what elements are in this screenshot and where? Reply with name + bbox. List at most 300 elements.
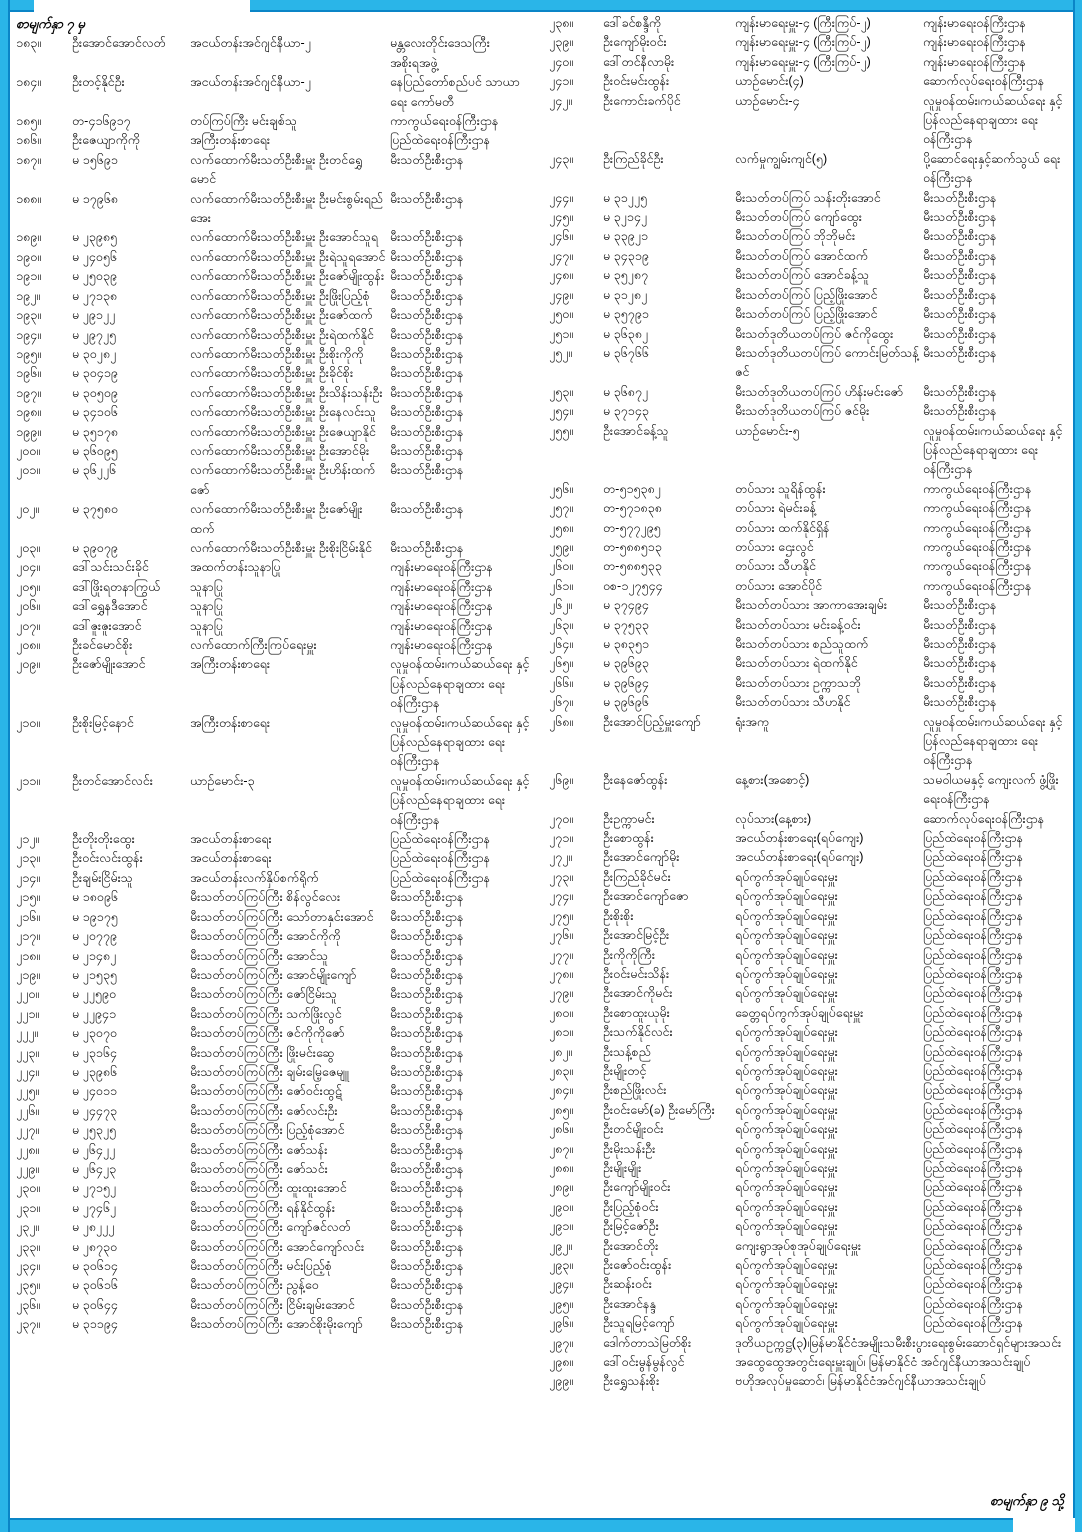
row-serial-number: ၂၆၀။ (549, 559, 573, 574)
row-serial-number: ၂၆၄။ (549, 637, 573, 651)
row-serial-number: ၂၂၄။ (16, 1064, 40, 1079)
position-title: ရုံးအကူ (735, 714, 770, 729)
person-name: မ ၃၉၆၉၃ (603, 656, 649, 671)
row-serial-number: ၂၇၁။ (549, 831, 573, 846)
row-serial-number: ၂၈၉။ (549, 1180, 574, 1195)
department-name: ပြည်ထဲရေးဝန်ကြီးဌာန (923, 1258, 1024, 1272)
position-title: သူနာပြု (190, 599, 223, 614)
position-title: ရပ်ကွက်အုပ်ချုပ်ရေးမှူး (735, 1316, 838, 1331)
person-name: မ ၂၉၁၂၂ (72, 308, 116, 323)
position-title: ယာဉ်မောင်း-၄ (735, 93, 800, 108)
position-title: လက်ထောက်ကြီးကြပ်ရေးမှူး (190, 638, 317, 652)
person-name: ဦးချမ်းငြိမ်းသူ (72, 870, 133, 885)
person-name: ဒေါ်ဖြိုးရတနာကြွယ် (72, 579, 161, 594)
position-title: လက်ထောက်မီးသတ်ဦးစီးမှူး ဦးဇော်ထက် (190, 308, 373, 323)
position-title: ရပ်ကွက်အုပ်ချုပ်ရေးမှူး (735, 1083, 838, 1098)
position-title: အငယ်တန်းအင်ဂျင်နီယာ-၂ (190, 75, 311, 90)
row-serial-number: ၂၅၅။ (549, 423, 573, 438)
position-title: မီးသတ်တပ်ကြပ်ကြီး ဇော်ငြိမ်းသူ (190, 987, 338, 1002)
position-title: လက်ထောက်မီးသတ်ဦးစီးမှူး ဦးဖြိုးပြည့်စုံ (190, 288, 370, 303)
department-name: မီးသတ်ဦးစီးဌာန (390, 948, 464, 963)
position-title: ရပ်ကွက်အုပ်ချုပ်ရေးမှူး (735, 1219, 838, 1234)
department-name: ကာကွယ်ရေးဝန်ကြီးဌာန (923, 520, 1032, 535)
row-serial-number: ၂၁၀။ (16, 715, 40, 730)
person-name: မ ၃၉၀၇၉ (72, 540, 118, 555)
position-title: အငယ်တန်းစာရေး (190, 851, 272, 866)
row-serial-number: ၂၅၄။ (549, 404, 573, 419)
row-serial-number: ၂၂၀။ (16, 987, 40, 1002)
person-name: ဦးအောင်ကျော်မိုး (603, 850, 680, 865)
person-name: မ ၃၆၃၈၂ (603, 326, 648, 341)
position-title: လက်ထောက်မီးသတ်ဦးစီးမှူး ဦးစိုးငြိမ်းနိုင် (190, 540, 372, 555)
department-name: မီးသတ်ဦးစီးဌာန (390, 502, 464, 517)
department-name: လူမှုဝန်ထမ်း၊ကယ်ဆယ်ရေး နှင့် ပြန်လည်နေရာချထား ရေးဝန်ကြီးဌာန (923, 423, 1063, 477)
department-name: သမဝါယမနှင့် ကျေးလက် ဖွံ့ဖြိုးရေးဝန်ကြီးဌာန (923, 772, 1059, 807)
department-name: ကျန်းမာရေးဝန်ကြီးဌာန (923, 54, 1026, 69)
department-name: မီးသတ်ဦးစီးဌာန (390, 929, 464, 944)
row-serial-number: ၂၄၅။ (549, 210, 573, 225)
department-name: မီးသတ်ဦးစီးဌာန (923, 287, 997, 302)
position-title: မီးသတ်တပ်ကြပ်ကြီး အောင်ကိုကို (190, 929, 341, 944)
position-title: မီးသတ်ဒုတိယတပ်ကြပ် ဟိန်းမင်းဇော် (735, 384, 904, 399)
person-name: ဦးအောင်ကိုမင်း (603, 986, 673, 1001)
position-title: မီးသတ်ဒုတိယတပ်ကြပ် ကောင်းမြတ်သန့်ဇင် (735, 345, 919, 380)
person-name: ဦးအောင်မြင့်ဦး (603, 928, 670, 943)
row-serial-number: ၂၂၉။ (16, 1161, 40, 1176)
position-title: မီးသတ်ဒုတိယတပ်ကြပ် ဇင်မိုး (735, 404, 870, 419)
position-title: ရပ်ကွက်အုပ်ချုပ်ရေးမှူး (735, 1025, 838, 1040)
department-name: နေပြည်တော်စည်ပင် သာယာရေး ကော်မတီ (390, 75, 520, 109)
row-serial-number: ၂၇၃။ (549, 869, 573, 884)
person-name: ဦးဝင်းလင်းထွန်း (72, 851, 143, 866)
position-title: ရပ်ကွက်အုပ်ချုပ်ရေးမှူး (735, 1277, 838, 1292)
department-name: မီးသတ်ဦးစီးဌာန (923, 326, 997, 341)
person-name: မ ၂၃၉၈၆ (72, 1064, 117, 1079)
person-name: မ ၂၄၄၇၃ (72, 1103, 117, 1118)
department-name: မီးသတ်ဦးစီးဌာန (390, 967, 464, 982)
page-border-left (0, 0, 10, 1532)
row-serial-number: ၂၈၀။ (549, 1005, 574, 1020)
position-title: အထက်တန်းသူနာပြု (190, 560, 281, 575)
department-name: ကာကွယ်ရေးဝန်ကြီးဌာန (923, 559, 1032, 574)
person-name: မ ၃၅၁၇၈ (72, 424, 118, 439)
person-name: မ ၂၇၁၅၂ (72, 1181, 116, 1196)
person-name: ဒေါ်ခင်စန္ဒီကို (603, 16, 662, 30)
person-name: မ ၂၇၁၃၈ (72, 288, 117, 303)
row-serial-number: ၂၁၅။ (16, 890, 40, 905)
person-name: မ ၃၀၂၈၂ (72, 346, 117, 361)
person-name: မ ၃၁၂၈၂ (603, 287, 648, 302)
row-serial-number: ၂၅၂။ (549, 345, 573, 360)
person-name: မ ၂၆၄၂၃ (72, 1161, 116, 1176)
person-name: မ ၂၉၇၂၅ (72, 327, 116, 342)
row-serial-number: ၂၅၁။ (549, 326, 573, 341)
department-name: လူမှုဝန်ထမ်း၊ကယ်ဆယ်ရေး နှင့် ပြန်လည်နေရာချထား ရေးဝန်ကြီးဌာန (390, 657, 530, 711)
person-name: တ-၅၈၈၅၁၃ (603, 539, 662, 554)
row-serial-number: ၂၃၂။ (16, 1220, 40, 1235)
row-serial-number: ၂၁၁။ (16, 773, 40, 788)
row-serial-number: ၂၇၀။ (549, 811, 573, 826)
position-title: အကြီးတန်းစာရေး (190, 657, 271, 672)
row-serial-number: ၂၀၀။ (16, 443, 40, 458)
position-title: မီးသတ်တပ်သား အာကာအေးချမ်း (735, 598, 887, 613)
person-name: ဦးသူရမြင့်ကျော် (603, 1316, 675, 1331)
department-name: မီးသတ်ဦးစီးဌာန (390, 366, 464, 381)
row-serial-number: ၂၉၇။ (549, 1335, 573, 1350)
person-name: ဦးစိုးမြင့်နောင် (72, 715, 134, 730)
person-name: မ ၁၇၉၆၈ (72, 191, 118, 206)
position-title: အကြီးတန်းစာရေး (190, 133, 271, 148)
department-name: ကျန်းမာရေးဝန်ကြီးဌာန (923, 16, 1026, 30)
person-name: မ ၂၁၄၈၂ (72, 948, 117, 963)
person-name: ဦးဇော်မျိုးအောင် (72, 657, 146, 672)
person-name: မ ၃၆၂၂၆ (72, 463, 116, 478)
department-name: မီးသတ်ဦးစီးဌာန (390, 327, 464, 342)
department-name: မီးသတ်ဦးစီးဌာန (390, 308, 464, 323)
person-name: ဦးကြည်ခိုင်မင်း (603, 869, 671, 884)
person-name: ဦးကြည်ခိုင်ဦး (603, 151, 664, 166)
position-title: ရပ်ကွက်အုပ်ချုပ်ရေးမှူး (735, 986, 838, 1001)
position-title: မီးသတ်တပ်ကြပ်ကြီး သက်ဖြိုးလွင် (190, 1006, 342, 1021)
person-name: ဦးတင်မျိုးဝင်း (603, 1122, 664, 1137)
department-name: ပြည်ထဲရေးဝန်ကြီးဌာန (923, 1102, 1024, 1117)
department-name: ပြည်ထဲရေးဝန်ကြီးဌာန (923, 1180, 1024, 1195)
position-title: ရပ်ကွက်အုပ်ချုပ်ရေးမှူး (735, 1199, 838, 1214)
department-name: ကျန်းမာရေးဝန်ကြီးဌာန (923, 35, 1026, 50)
row-serial-number: ၂၆၅။ (549, 656, 573, 671)
position-title: လက်ထောက်မီးသတ်ဦးစီးမှူး ဦးဇေယျာနိုင် (190, 424, 376, 439)
row-serial-number: ၁၈၆။ (16, 133, 41, 148)
position-title: နေ့စား(အစောင့်) (735, 772, 810, 787)
position-title: ယာဉ်မောင်း(၄) (735, 74, 804, 89)
row-serial-number: ၂၈၃။ (549, 1063, 574, 1078)
department-name: ပြည်ထဲရေးဝန်ကြီးဌာန (923, 1199, 1024, 1214)
person-name: ဦးခင်မောင်စိုး (72, 638, 133, 652)
department-name: လူမှုဝန်ထမ်း၊ကယ်ဆယ်ရေး နှင့် ပြန်လည်နေရာချထား ရေးဝန်ကြီးဌာန (923, 714, 1063, 768)
position-title: မီးသတ်တပ်သား စည်သူထက် (735, 637, 869, 651)
row-serial-number: ၂၆၃။ (549, 617, 573, 632)
row-serial-number: ၂၁၆။ (16, 909, 40, 924)
row-serial-number: ၂၉၄။ (549, 1277, 573, 1292)
person-name: မ ၂၃၀၇၀ (72, 1026, 117, 1041)
row-serial-number: ၂၉၂။ (549, 1238, 573, 1253)
row-serial-number: ၂၉၈။ (549, 1355, 574, 1370)
position-title: လက်ထောက်မီးသတ်ဦးစီးမှူး ဦးဟိန်းထက်ဇော် (190, 463, 376, 497)
department-name: ပြည်ထဲရေးဝန်ကြီးဌာန (923, 1005, 1024, 1020)
person-name: ဦးပြည့်စုံဝင်း (603, 1199, 659, 1214)
person-name: ဦးသန့်စည် (603, 1044, 651, 1059)
position-title: လက်ထောက်မီးသတ်ဦးစီးမှူး ဦးနေလင်းသူ (190, 405, 377, 420)
person-name: ဦးစိုးစိုး (603, 908, 634, 923)
row-serial-number: ၁၉၉။ (16, 424, 41, 439)
position-title: ရပ်ကွက်အုပ်ချုပ်ရေးမှူး (735, 1258, 838, 1272)
row-serial-number: ၂၀၇။ (16, 618, 40, 633)
position-title: မီးသတ်တပ်ကြပ် သန်းတိုးအောင် (735, 190, 881, 205)
person-name: မ ၂၁၅၃၅ (72, 967, 117, 982)
department-name: မီးသတ်ဦးစီးဌာန (923, 404, 997, 419)
position-title: ရပ်ကွက်အုပ်ချုပ်ရေးမှူး (735, 1063, 838, 1078)
row-serial-number: ၂၈၂။ (549, 1044, 573, 1059)
department-name: လူမှုဝန်ထမ်း၊ကယ်ဆယ်ရေး နှင့် ပြန်လည်နေရာချထား ရေးဝန်ကြီးဌာန (923, 93, 1063, 147)
row-serial-number: ၂၁၂။ (16, 832, 40, 847)
position-title: လက်ထောက်မီးသတ်ဦးစီးမှူး ဦးအောင်မိုး (190, 443, 370, 458)
row-serial-number: ၂၆၆။ (549, 675, 573, 690)
row-serial-number: ၂၄၃။ (549, 151, 573, 166)
department-name: ကျန်းမာရေးဝန်ကြီးဌာန (390, 618, 493, 633)
department-name: မီးသတ်ဦးစီးဌာန (390, 1278, 464, 1293)
person-name: ဦးအောင်အောင်လတ် (72, 36, 166, 51)
position-title: မီးသတ်တပ်ကြပ်ကြီး ပြည့်စုံအောင် (190, 1123, 345, 1138)
person-name: ဦးသက်နိုင်လင်း (603, 1025, 673, 1040)
person-name: ဦးစည်ဖြိုးလင်း (603, 1083, 667, 1098)
department-name: မီးသတ်ဦးစီးဌာန (390, 1220, 464, 1235)
person-name: မ ၃၁၁၉၄ (72, 1317, 118, 1332)
department-name: မီးသတ်ဦးစီးဌာန (390, 1259, 464, 1273)
position-title: လက်ထောက်မီးသတ်ဦးစီးမှူး ဦးအောင်သူရ (190, 230, 379, 245)
row-serial-number: ၁၈၈။ (16, 191, 42, 206)
department-name: ပြည်ထဲရေးဝန်ကြီးဌာန (390, 133, 491, 148)
person-name: ဦးနေဇော်ထွန်း (603, 772, 668, 787)
row-serial-number: ၁၈၃။ (16, 36, 41, 51)
row-serial-number: ၂၅၀။ (549, 307, 573, 322)
department-name: ကာကွယ်ရေးဝန်ကြီးဌာန (923, 481, 1032, 496)
row-serial-number: ၂၀၅။ (16, 579, 40, 594)
position-title: တပ်သား သီဟနိုင် (735, 559, 816, 574)
department-name: မီးသတ်ဦးစီးဌာန (923, 248, 997, 263)
position-title: မီးသတ်တပ်ကြပ်ကြီး ထူးထူးအောင် (190, 1181, 347, 1196)
person-name: မ ၃၄၁၀၆ (72, 405, 118, 420)
position-title: ကျေးရွာအုပ်စုအုပ်ချုပ်ရေးမှူး (735, 1238, 862, 1253)
position-title: မီးသတ်တပ်သား ရဲထက်နိုင် (735, 656, 858, 671)
person-name: မ ၃၆၈၇၂ (603, 384, 648, 399)
row-serial-number: ၂၀၆။ (16, 599, 40, 614)
row-serial-number: ၂၉၆။ (549, 1316, 573, 1331)
department-name: မီးသတ်ဦးစီးဌာန (390, 191, 464, 206)
page-border-notch-bottom-right (1013, 1518, 1075, 1532)
department-name: ကျန်းမာရေးဝန်ကြီးဌာန (390, 638, 493, 652)
department-name: မီးသတ်ဦးစီးဌာန (390, 230, 464, 245)
position-title: လက်ထောက်မီးသတ်ဦးစီးမှူး ဦးစိုးကိုကို (190, 346, 364, 361)
position-title: မီးသတ်တပ်ကြပ်ကြီး ဇော်သင်း (190, 1161, 328, 1176)
position-title: အငယ်တန်းလက်နှိပ်စက်ရိုက် (190, 870, 319, 885)
person-name: ဦးအောင်တိုး (603, 1238, 659, 1253)
department-name: ကျန်းမာရေးဝန်ကြီးဌာန (390, 560, 493, 575)
position-title: ရပ်ကွက်အုပ်ချုပ်ရေးမှူး (735, 1141, 838, 1156)
department-name: မီးသတ်ဦးစီးဌာန (390, 540, 464, 555)
person-name: ဦးမျိုးတင့် (603, 1063, 647, 1078)
department-name: မီးသတ်ဦးစီးဌာန (390, 1181, 464, 1196)
position-title: မီးသတ်တပ်ကြပ်ကြီး အောင်ကျော်လင်း (190, 1239, 365, 1254)
row-serial-number: ၂၁၉။ (16, 967, 40, 982)
department-name: ဆောက်လုပ်ရေးဝန်ကြီးဌာန (923, 74, 1045, 89)
position-title: တပ်သား အောင်ပိုင် (735, 578, 823, 593)
row-serial-number: ၂၃၁။ (16, 1200, 40, 1215)
department-name: မီးသတ်ဦးစီးဌာန (390, 152, 464, 167)
department-name: မီးသတ်ဦးစီးဌာန (390, 1297, 464, 1312)
position-title: မီးသတ်တပ်ကြပ်ကြီး ဇော်လင်းဦး (190, 1103, 338, 1118)
row-serial-number: ၂၀၉။ (16, 657, 40, 672)
person-name: ဦးဝင်းမင်းသိန်း (603, 966, 670, 981)
position-title: မီးသတ်တပ်သား မင်းခန့်ဝင်း (735, 617, 861, 632)
person-name: ဒေါ်ဇူးဇူးအောင် (72, 618, 142, 633)
person-name: မ ၂၈၇၃၀ (72, 1239, 117, 1254)
row-serial-number: ၂၃၅။ (16, 1278, 40, 1293)
position-title: လုပ်သား(နေ့စား) (735, 811, 812, 826)
person-name: မ ၂၅၃၂၅ (72, 1123, 116, 1138)
person-name: တ-၅၇၇၂၉၅ (603, 520, 661, 535)
person-name: မ ၁၉၁၇၅ (72, 909, 118, 924)
person-name: မ ၂၈၂၂၂ (72, 1220, 115, 1235)
person-name: မ ၃၇၄၉၄ (603, 598, 649, 613)
row-serial-number: ၂၄၄။ (549, 190, 573, 205)
position-title: လက်ထောက်မီးသတ်ဦးစီးမှူး ဦးရဲသူရအောင် (190, 249, 386, 264)
row-serial-number: ၂၄၈။ (549, 268, 574, 283)
row-serial-number: ၂၆၁။ (549, 578, 573, 593)
position-title: မီးသတ်တပ်သား ဥက္ကာသဘို (735, 675, 862, 690)
person-name: ဦးမျိုးမျိုး (603, 1160, 642, 1175)
roster-column-left (16, 14, 540, 1335)
person-name: မ ၃၇၅၈၀ (72, 502, 118, 517)
row-serial-number: ၂၃၉။ (549, 35, 573, 50)
person-name: မ ၃၇၅၃၃ (603, 617, 649, 632)
row-serial-number: ၂၇၉။ (549, 986, 573, 1001)
department-name: ပြည်ထဲရေးဝန်ကြီးဌာန (923, 1219, 1024, 1234)
department-name: မီးသတ်ဦးစီးဌာန (923, 268, 997, 283)
person-name: ဦးအောင်ပြည့်မှူးကျော် (603, 714, 701, 729)
row-serial-number: ၁၉၄။ (16, 327, 41, 342)
row-serial-number: ၂၂၅။ (16, 1084, 40, 1099)
person-name: မ ၂၂၅၉၀ (72, 987, 116, 1002)
position-title: မီးသတ်တပ်ကြပ်ကြီး ဇင်ကိုကိုဇော် (190, 1026, 345, 1041)
position-title: ကျန်းမာရေးမှူး-၄ (ကြီးကြပ်-၂) (735, 16, 871, 30)
row-serial-number: ၂၄၀။ (549, 54, 573, 69)
position-title: ရပ်ကွက်အုပ်ချုပ်ရေးမှူး (735, 1160, 838, 1175)
person-name: မ ၃၃၉၂၁ (603, 229, 648, 244)
person-name: ဦးစောထူးယုမိုး (603, 1005, 670, 1020)
position-title: မီးသတ်တပ်ကြပ်ကြီး သော်တာနှင်းအောင် (190, 909, 374, 924)
position-title: မီးသတ်တပ်ကြပ်ကြီး ဖြိုးမင်းဆွေ (190, 1045, 335, 1060)
department-name: လူမှုဝန်ထမ်း၊ကယ်ဆယ်ရေး နှင့် ပြန်လည်နေရာချထား ရေးဝန်ကြီးဌာန (390, 773, 530, 827)
person-name: မ ၃၈၃၅၁ (603, 637, 649, 651)
person-name: မ ၃၅၇၉၁ (603, 307, 649, 322)
position-title: ခေတ္တရပ်ကွက်အုပ်ချုပ်ရေးမှူး (735, 1005, 864, 1020)
department-name: မီးသတ်ဦးစီးဌာန (923, 307, 997, 322)
department-name: မီးသတ်ဦးစီးဌာန (390, 987, 464, 1002)
person-name: ဒေါ်သင်းသင်းခိုင် (72, 560, 149, 575)
position-title: မီးသတ်တပ်ကြပ် အောင်ထက် (735, 248, 868, 263)
department-name: မီးသတ်ဦးစီးဌာန (390, 443, 464, 458)
position-title: မီးသတ်တပ်ကြပ် ကျော်ထွေး (735, 210, 862, 225)
position-title: တပ်သား ထက်နိုင်ရှိန် (735, 520, 830, 535)
person-name: ဦးမြင့်ဇော်ဦး (603, 1219, 659, 1234)
department-name: ပြည်ထဲရေးဝန်ကြီးဌာန (923, 1044, 1024, 1059)
position-title: တပ်သား ရဲမင်းခန့် (735, 501, 817, 516)
department-name: မီးသတ်ဦးစီးဌာန (923, 675, 997, 690)
department-name: မီးသတ်ဦးစီးဌာန (390, 249, 464, 264)
row-serial-number: ၂၃၈။ (549, 16, 574, 30)
person-name: မ ၂၃၁၆၄ (72, 1045, 117, 1060)
position-title: မီးသတ်တပ်သား သီဟနိုင် (735, 695, 851, 710)
person-name: ဦးဆန်းဝင်း (603, 1277, 652, 1292)
department-name: ကာကွယ်ရေးဝန်ကြီးဌာန (923, 539, 1032, 554)
department-name: ပြည်ထဲရေးဝန်ကြီးဌာန (923, 1122, 1024, 1137)
position-title: လက်ထောက်မီးသတ်ဦးစီးမှူး ဦးတင်ရွှေမောင် (190, 152, 363, 187)
person-name: မ ၁၅၆၉၁ (72, 152, 118, 167)
row-serial-number: ၂၂၂။ (16, 1026, 39, 1041)
person-name: မ ၃၉၆၉၄ (603, 675, 649, 690)
row-serial-number: ၂၉၁။ (549, 1219, 573, 1234)
roster-column-right (549, 14, 1071, 1392)
person-name: မ ၂၃၉၈၅ (72, 230, 117, 245)
position-title: မီးသတ်တပ်ကြပ်ကြီး အောင်မျိုးကျော် (190, 967, 357, 982)
department-name: မီးသတ်ဦးစီးဌာန (390, 1103, 464, 1118)
department-name: မီးသတ်ဦးစီးဌာန (390, 1142, 464, 1157)
person-name: မ ၃၆၀၉၅ (72, 443, 118, 458)
row-serial-number: ၂၅၈။ (549, 520, 574, 535)
position-title: ရပ်ကွက်အုပ်ချုပ်ရေးမှူး (735, 947, 838, 962)
position-title: လက်ထောက်မီးသတ်ဦးစီးမှူး ဦးခိုင်စိုး (190, 366, 354, 381)
position-title: ရပ်ကွက်အုပ်ချုပ်ရေးမှူး (735, 869, 838, 884)
row-serial-number: ၂၅၉။ (549, 539, 573, 554)
row-serial-number: ၁၉၈။ (16, 405, 41, 420)
department-name: မီးသတ်ဦးစီးဌာန (390, 346, 464, 361)
department-name: ပြည်ထဲရေးဝန်ကြီးဌာန (923, 1160, 1024, 1175)
continued-to-page-note: စာမျက်နှာ ၉ သို့ (989, 1493, 1064, 1508)
row-serial-number: ၁၉၁။ (16, 269, 41, 284)
department-name: ကျန်းမာရေးဝန်ကြီးဌာန (390, 579, 493, 594)
department-name: ပြည်ထဲရေးဝန်ကြီးဌာန (923, 850, 1024, 865)
department-name: ပြည်ထဲရေးဝန်ကြီးဌာန (923, 1296, 1024, 1311)
department-name: ပြည်ထဲရေးဝန်ကြီးဌာန (923, 966, 1024, 981)
position-title: ရပ်ကွက်အုပ်ချုပ်ရေးမှူး (735, 1044, 838, 1059)
position-title: မီးသတ်တပ်ကြပ်ကြီး အောင်စိုးမိုးကျော် (190, 1317, 363, 1332)
row-serial-number: ၂၇၂။ (549, 850, 573, 865)
position-title: မီးသတ်တပ်ကြပ်ကြီး မင်းပြည့်စုံ (190, 1259, 332, 1273)
position-title: လက်ထောက်မီးသတ်ဦးစီးမှူး ဦးမင်းစွမ်းရည်အေး (190, 191, 383, 226)
department-name: မီးသတ်ဦးစီးဌာန (390, 424, 464, 439)
row-serial-number: ၂၅၆။ (549, 481, 573, 496)
row-serial-number: ၁၉၀။ (16, 249, 41, 264)
position-title: ယာဉ်မောင်း-၃ (190, 773, 255, 788)
row-serial-number: ၂၈၅။ (549, 1102, 574, 1117)
position-title: မီးသတ်တပ်ကြပ် ဘိုဘိုမင်း (735, 229, 856, 244)
position-title: လက်ထောက်မီးသတ်ဦးစီးမှူး ဦးရဲထက်နိုင် (190, 327, 374, 342)
position-title: ရပ်ကွက်အုပ်ချုပ်ရေးမှူး (735, 928, 838, 943)
position-title: အကြီးတန်းစာရေး (190, 715, 271, 730)
row-serial-number: ၂၄၂။ (549, 93, 573, 108)
person-name: မ ၃၀၆၁၄ (72, 1259, 118, 1273)
person-name: မ ၃၀၅၀၉ (72, 385, 118, 400)
department-name: ပြည်ထဲရေးဝန်ကြီးဌာန (923, 1025, 1024, 1040)
row-serial-number: ၂၆၉။ (549, 772, 573, 787)
row-serial-number: ၂၇၄။ (549, 889, 573, 904)
row-serial-number: ၂၆၇။ (549, 695, 573, 710)
row-serial-number: ၁၉၆။ (16, 366, 41, 381)
roster-table-right (549, 14, 1071, 1392)
person-name: မ ၃၆၇၆၆ (603, 345, 649, 360)
position-title: လက်မှုကျွမ်းကျင်(၅) (735, 151, 828, 166)
row-serial-number: ၂၁၄။ (16, 870, 40, 885)
department-name: မီးသတ်ဦးစီးဌာန (390, 1006, 464, 1021)
row-serial-number: ၂၄၆။ (549, 229, 573, 244)
person-name: မ ၂၄၀၁၁ (72, 1084, 117, 1099)
person-name: မ ၂၄၀၅၆ (72, 249, 117, 264)
position-title: အငယ်တန်းစာရေး(ရပ်ကျေး) (735, 850, 864, 865)
row-serial-number: ၂၇၆။ (549, 928, 573, 943)
department-name: မီးသတ်ဦးစီးဌာန (390, 1317, 464, 1332)
department-name: မီးသတ်ဦးစီးဌာန (390, 890, 464, 905)
position-title: ရပ်ကွက်အုပ်ချုပ်ရေးမှူး (735, 889, 838, 904)
